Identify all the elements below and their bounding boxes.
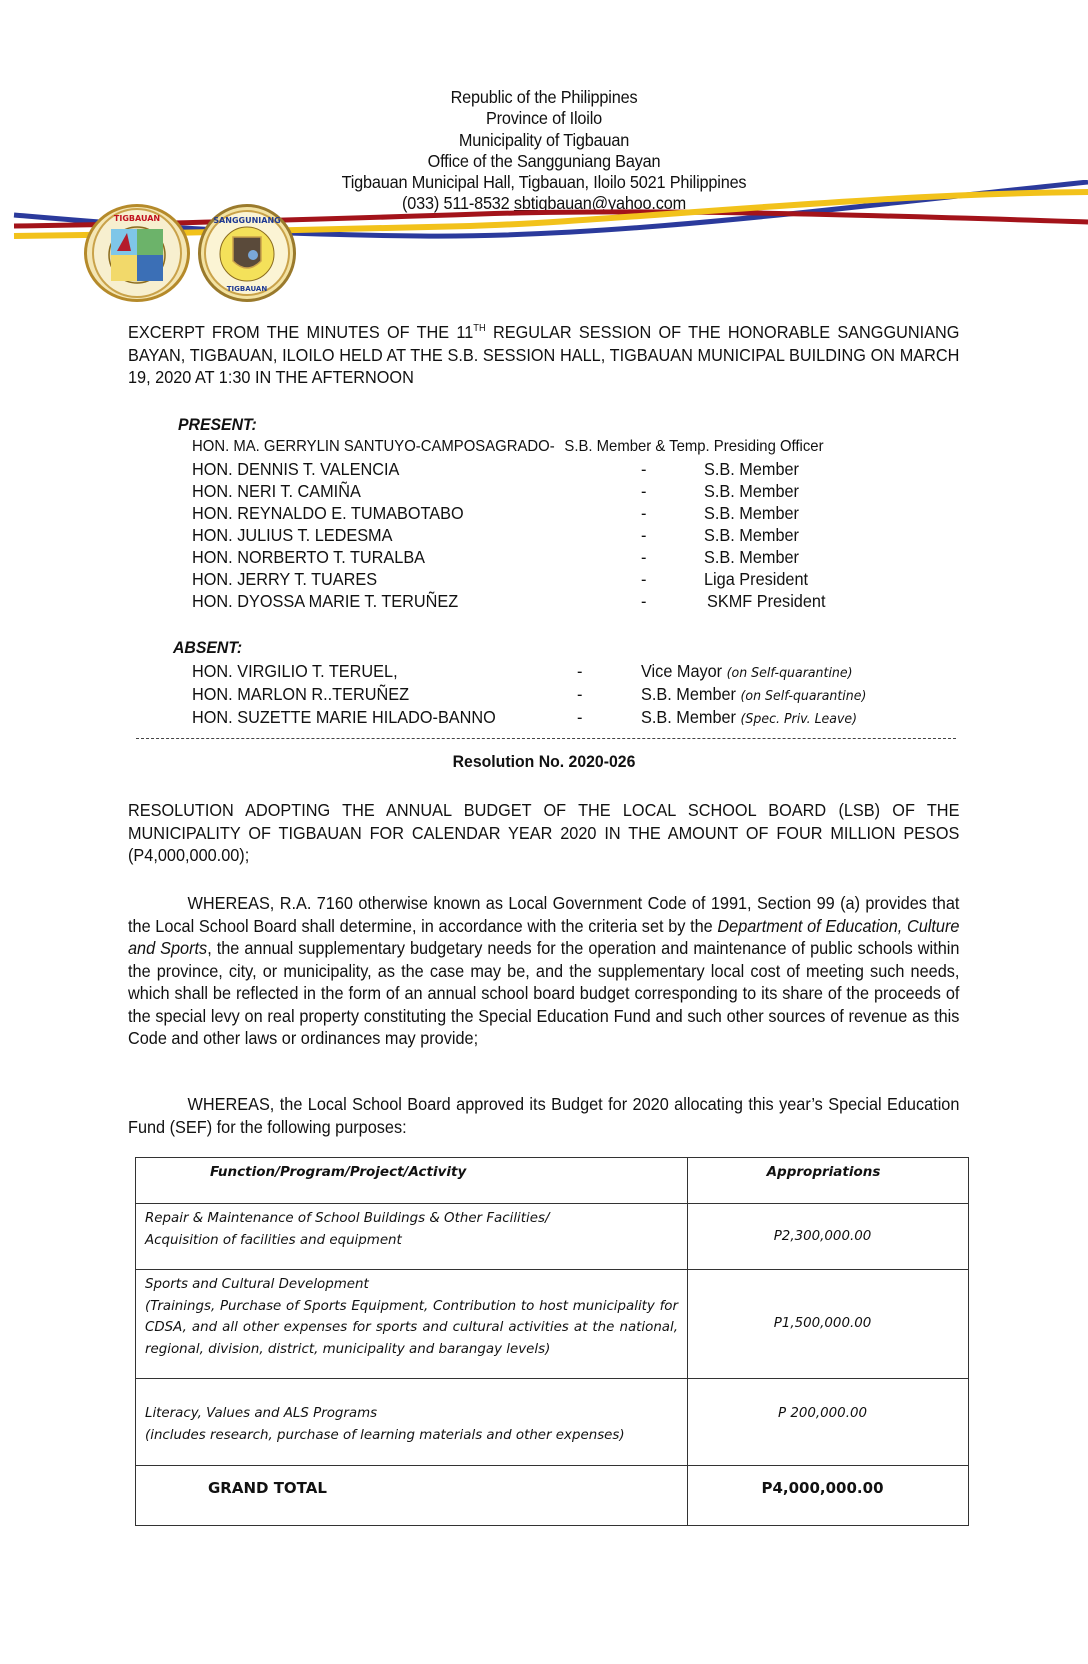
separator-dash: - [577,661,583,681]
separator-dash: - [577,707,583,727]
attendee-row [192,590,458,612]
excerpt-text: EXCERPT FROM THE MINUTES OF THE 11 [128,322,474,342]
amount-cell: P1,500,000.00 [688,1270,969,1379]
table-row [136,1270,969,1379]
absent-label: ABSENT: [173,638,243,657]
separator-dash: - [641,591,647,611]
program-detail: Acquisition of facilities and equipment [145,1232,402,1248]
svg-text:SANGGUNIANG: SANGGUNIANG [213,216,281,225]
attendee-row [192,502,464,524]
attendee-role: Liga President [704,569,809,589]
program-title: Repair & Maintenance of School Buildings & Other Facilities/ [145,1211,550,1226]
letterhead-address: Tigbauan Municipal Hall, Tigbauan, Iloilo 5021 Philippines [341,172,747,192]
presiding-officer-row [192,436,824,458]
column-header-program: Function/Program/Project/Activity [136,1158,688,1204]
attendee-row [192,524,392,546]
attendee-name: HON. DYOSSA MARIE T. TERUÑEZ [192,591,459,611]
table-row [136,1204,969,1270]
separator-dash: - [641,481,647,501]
whereas-clause-1 [128,892,959,1050]
svg-text:TIGBAUAN: TIGBAUAN [113,214,161,223]
clause-text-cont: , the annual supplementary budgetary needs for the operation and maintenance of public schools within the province, city, or municipality, as the case may be, and the supplementary local cost of meeting such needs, which shall be reflected in the form of an annual school board budget corresponding to its share of the proceeds of the special levy on real property constituting the Special Education Fund and such other sources of revenue as this Code and other laws or ordinances may provide; [128,938,960,1048]
agency-name: Department of Education, Culture and Sports [128,915,960,958]
attendee-row [192,546,425,568]
attendee-role: S.B. Member [704,459,799,479]
attendee-role: S.B. Member [704,503,799,523]
letterhead-office: Office of the Sangguniang Bayan [427,151,661,171]
program-cell [136,1270,688,1379]
resolution-number: Resolution No. 2020-026 [452,752,636,771]
program-detail: (Trainings, Purchase of Sports Equipment, Contribution to host municipality for CDSA, and all other expenses for sports and cultural activities at the national, regional, division, district, municipality and barangay levels) [145,1298,678,1357]
grand-total-amount: P4,000,000.00 [688,1466,969,1526]
attendee-name: HON. JERRY T. TUARES [192,569,378,589]
absentee-role [641,660,853,684]
municipality-seal [84,204,190,302]
attendee-role: S.B. Member [704,547,799,567]
absence-note: (on Self-quarantine) [726,665,853,681]
program-cell [136,1204,688,1270]
separator-dash: - [641,503,647,523]
whereas-clause-2 [128,1093,959,1138]
attendee-row [192,480,361,502]
absentee-name: HON. VIRGILIO T. TERUEL, [192,661,398,681]
budget-table [135,1157,969,1526]
absence-note: (Spec. Priv. Leave) [740,711,858,727]
program-detail: (includes research, purchase of learning materials and other expenses) [145,1427,625,1443]
attendee-row [192,458,399,480]
resolution-title: RESOLUTION ADOPTING THE ANNUAL BUDGET OF THE LOCAL SCHOOL BOARD (LSB) OF THE MUNICIPALITY OF TIGBAUAN FOR CALENDAR YEAR 2020 IN THE AMOUNT OF FOUR MILLION PESOS (P4,000,000.00); [128,800,960,865]
column-header-appropriations: Appropriations [688,1158,969,1204]
table-total-row [136,1466,969,1526]
amount-cell: P 200,000.00 [688,1379,969,1466]
role-text: Vice Mayor [641,661,723,681]
absentee-role [641,683,866,707]
separator-dash: - [641,525,647,545]
municipality-seal-icon [87,207,187,299]
program-title: Sports and Cultural Development [145,1277,369,1292]
role-text: S.B. Member [641,707,736,727]
email-link[interactable]: sbtigbauan@yahoo.com [513,193,686,213]
attendee-name: HON. JULIUS T. LEDESMA [192,525,393,545]
attendee-name: HON. REYNALDO E. TUMABOTABO [192,503,464,523]
attendee-role: S.B. Member & Temp. Presiding Officer [564,438,824,455]
present-label: PRESENT: [178,415,257,434]
excerpt-heading [128,321,959,389]
letterhead-municipality: Municipality of Tigbauan [458,130,630,150]
program-cell [136,1379,688,1466]
phone-number: (033) 511-8532 [402,193,510,213]
program-title: Literacy, Values and ALS Programs [145,1406,378,1421]
separator-dash: - [641,547,647,567]
absentee-name: HON. MARLON R..TERUÑEZ [192,684,410,704]
attendee-name: HON. MA. GERRYLIN SANTUYO-CAMPOSAGRADO- [192,438,555,455]
separator-dash: - [641,459,647,479]
sangguniang-bayan-seal [198,204,296,302]
attendee-name: HON. NERI T. CAMIÑA [192,481,361,501]
excerpt-text-cont: REGULAR SESSION OF THE HONORABLE SANGGUNIANG BAYAN, TIGBAUAN, ILOILO HELD AT THE S.B. SESSION HALL, TIGBAUAN MUNICIPAL BUILDING ON MARCH 19, 2020 AT 1:30 IN THE AFTERNOON [128,322,960,387]
role-text: S.B. Member [641,684,736,704]
absentee-name: HON. SUZETTE MARIE HILADO-BANNO [192,707,496,727]
attendee-role: SKMF President [707,591,826,611]
clause-text: WHEREAS, the Local School Board approved its Budget for 2020 allocating this year’s Special Education Fund (SEF) for the following purposes: [128,1094,960,1137]
ordinal-suffix: TH [473,323,486,334]
absence-note: (on Self-quarantine) [740,688,867,704]
dashed-divider [136,738,956,740]
clause-text: WHEREAS, R.A. 7160 otherwise known as Local Government Code of 1991, Section 99 (a) provides that the Local School Board shall determine, in accordance with the criteria set by the [128,893,960,936]
absentee-role [641,706,857,730]
attendee-name: HON. DENNIS T. VALENCIA [192,459,400,479]
grand-total-label: GRAND TOTAL [136,1466,688,1526]
letterhead-country: Republic of the Philippines [450,87,638,107]
sangguniang-bayan-seal-icon [201,207,293,299]
attendee-name: HON. NORBERTO T. TURALBA [192,547,426,567]
separator-dash: - [577,684,583,704]
letterhead-province: Province of Iloilo [485,108,603,128]
table-header-row [136,1158,969,1204]
svg-text:TIGBAUAN: TIGBAUAN [226,285,268,293]
attendee-row [192,568,377,590]
attendee-role: S.B. Member [704,481,799,501]
amount-cell: P2,300,000.00 [688,1204,969,1270]
separator-dash: - [641,569,647,589]
attendee-role: S.B. Member [704,525,799,545]
table-row [136,1379,969,1466]
